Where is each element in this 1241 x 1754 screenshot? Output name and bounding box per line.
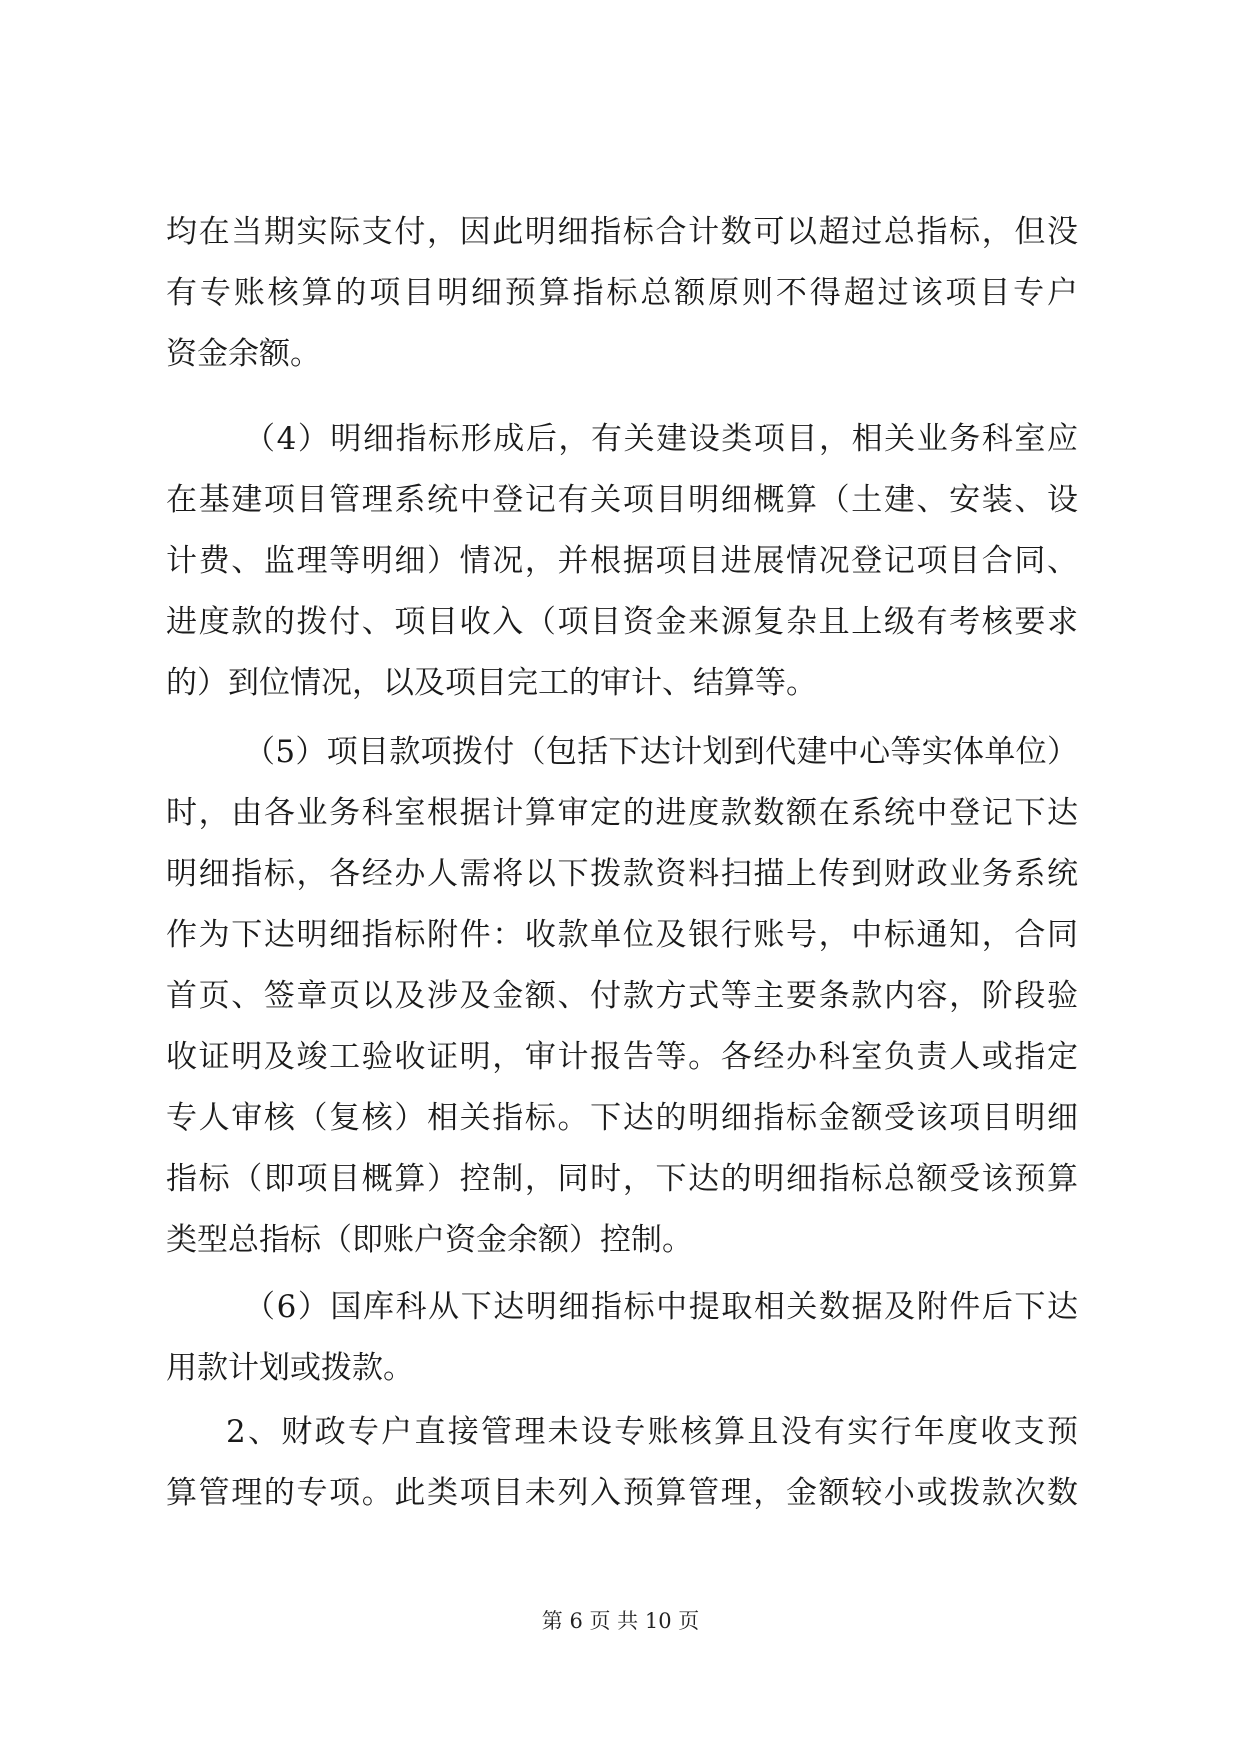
text-line: 进度款的拨付、项目收入（项目资金来源复杂且上级有考核要求 bbox=[166, 604, 1078, 640]
text-line: 时，由各业务科室根据计算审定的进度款数额在系统中登记下达 bbox=[166, 795, 1078, 831]
text-line: 2、财政专户直接管理未设专账核算且没有实行年度收支预 bbox=[226, 1414, 1078, 1450]
text-line: 用款计划或拨款。 bbox=[166, 1350, 414, 1386]
text-line: 明细指标，各经办人需将以下拨款资料扫描上传到财政业务系统 bbox=[166, 856, 1078, 892]
text-line: 计费、监理等明细）情况，并根据项目进展情况登记项目合同、 bbox=[166, 543, 1078, 579]
text-line: （5）项目款项拨付（包括下达计划到代建中心等实体单位） bbox=[244, 734, 1078, 770]
text-line: 首页、签章页以及涉及金额、付款方式等主要条款内容，阶段验 bbox=[166, 978, 1078, 1014]
text-line: 专人审核（复核）相关指标。下达的明细指标金额受该项目明细 bbox=[166, 1100, 1078, 1136]
text-line: 有专账核算的项目明细预算指标总额原则不得超过该项目专户 bbox=[166, 275, 1078, 311]
text-line: （4）明细指标形成后，有关建设类项目，相关业务科室应 bbox=[244, 421, 1078, 457]
text-line: 的）到位情况，以及项目完工的审计、结算等。 bbox=[166, 665, 817, 701]
text-line: 作为下达明细指标附件：收款单位及银行账号，中标通知，合同 bbox=[166, 917, 1078, 953]
page-number: 第 6 页 共 10 页 bbox=[541, 1609, 700, 1633]
text-line: （6）国库科从下达明细指标中提取相关数据及附件后下达 bbox=[244, 1289, 1078, 1325]
text-line: 在基建项目管理系统中登记有关项目明细概算（土建、安装、设 bbox=[166, 482, 1078, 518]
text-line: 类型总指标（即账户资金余额）控制。 bbox=[166, 1222, 693, 1258]
text-line: 算管理的专项。此类项目未列入预算管理，金额较小或拨款次数 bbox=[166, 1475, 1078, 1511]
text-line: 资金余额。 bbox=[166, 336, 321, 372]
text-line: 指标（即项目概算）控制，同时，下达的明细指标总额受该预算 bbox=[166, 1161, 1078, 1197]
text-line: 收证明及竣工验收证明，审计报告等。各经办科室负责人或指定 bbox=[166, 1039, 1078, 1075]
text-line: 均在当期实际支付，因此明细指标合计数可以超过总指标，但没 bbox=[166, 214, 1078, 250]
